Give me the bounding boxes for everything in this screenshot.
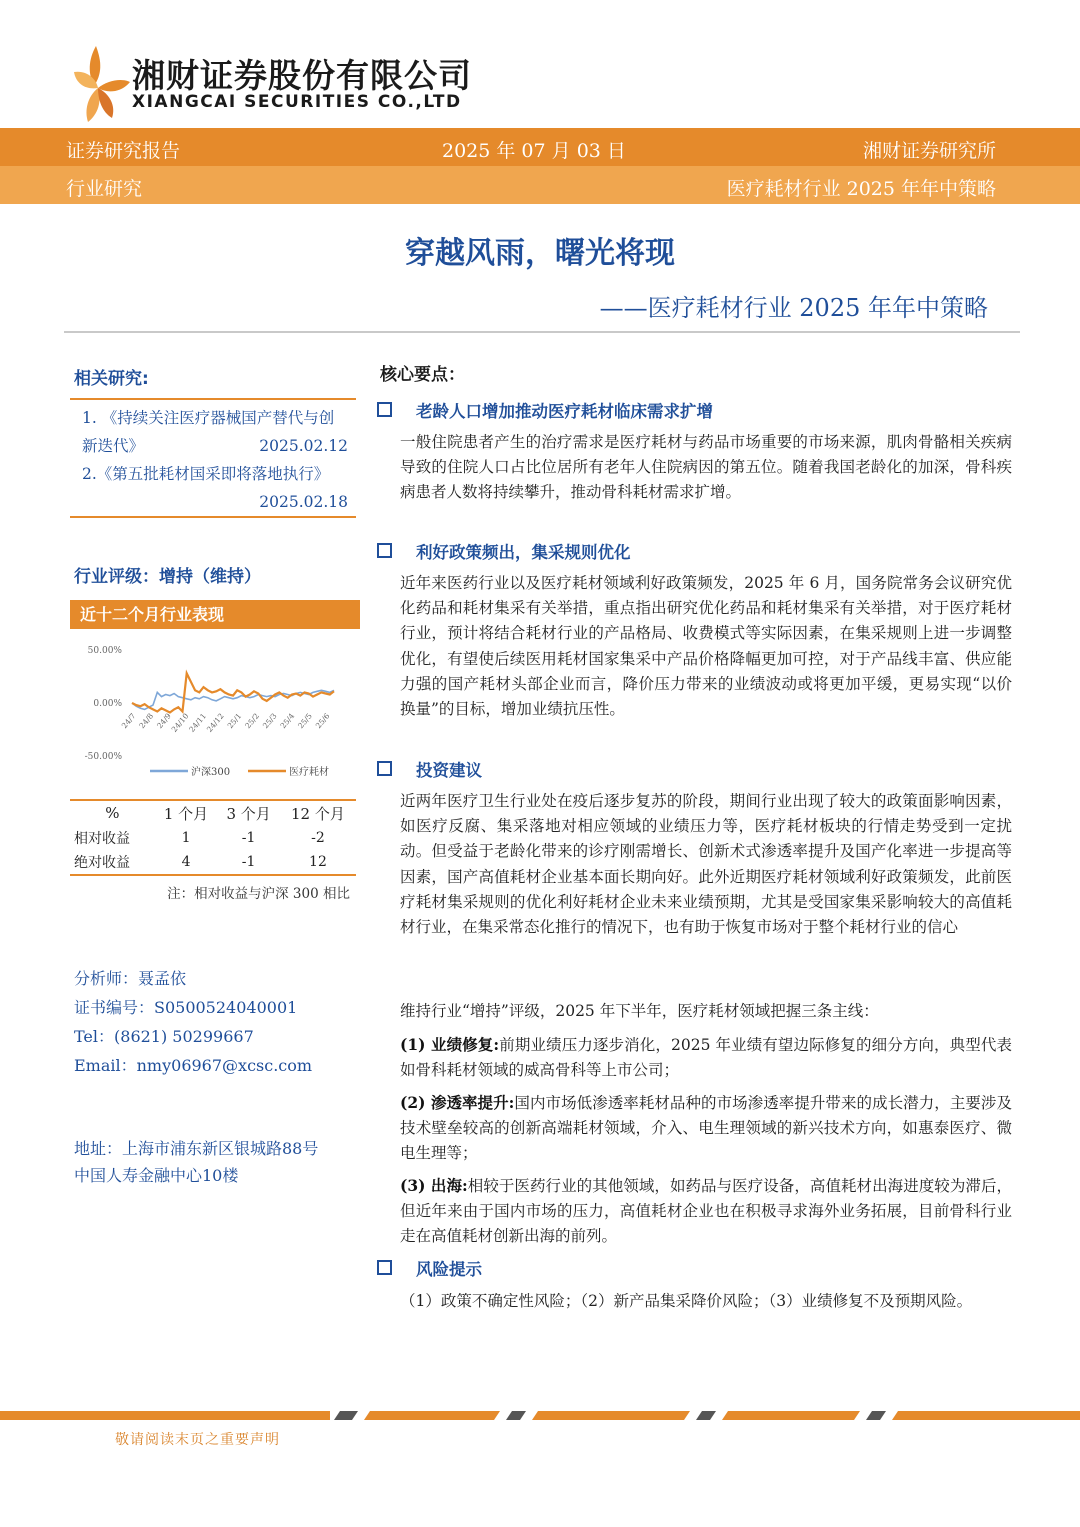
section-heading: 利好政策频出，集采规则优化 — [416, 543, 631, 562]
table-row — [70, 850, 356, 875]
table-note: 注：相对收益与沪深 300 相比 — [167, 886, 350, 902]
x-tick-label: 25/4 — [278, 711, 297, 731]
related-item-date: 2025.02.18 — [259, 493, 348, 511]
table-header-cell: 12 个月 — [291, 804, 345, 823]
section-heading: 投资建议 — [416, 761, 482, 780]
table-cell: -2 — [311, 829, 325, 846]
company-name-en: XIANGCAI SECURITIES CO.,LTD — [132, 92, 462, 112]
address-line-2: 中国人寿金融中心10楼 — [74, 1166, 239, 1185]
performance-table — [70, 799, 356, 876]
series-line-medical — [132, 673, 334, 712]
strategy-point-label: (1) 业绩修复: — [400, 1035, 500, 1054]
analyst-cert: 证书编号：S0500524040001 — [74, 998, 298, 1017]
related-item[interactable] — [82, 404, 348, 460]
section-paragraph: 近年来医药行业以及医疗耗材领域利好政策频发，2025 年 6 月，国务院常务会议研究优化药品和耗材集采有关举措，重点指出研究优化药品和耗材集采有关举措，对于医疗耗材行业，预计将结合耗材行业的产品格局、收费模式等实际因素，在集采规则上进一步调整优化，有望使后续医用耗材国家集采中产品价格降幅更加可控，对于产品线丰富、供应能力强的国产耗材头部企业而言，降价压力带来的业绩波动或将更加平缓，更易实现“以价换量”的目标，增加业绩抗压性。 — [400, 574, 1012, 719]
related-item-date: 2025.02.12 — [259, 437, 348, 455]
analyst-tel: Tel：(8621) 50299667 — [74, 1027, 254, 1046]
related-item-title: 1. 《持续关注医疗器械国产替代与创新迭代》 — [82, 409, 335, 455]
checkbox-bullet-icon — [377, 543, 392, 558]
report-category: 行业研究 — [66, 178, 143, 200]
x-tick-label: 24/12 — [204, 711, 226, 734]
related-item[interactable] — [82, 460, 348, 516]
strategy-point-label: (2) 渗透率提升: — [400, 1093, 515, 1112]
chart-title: 近十二个月行业表现 — [70, 600, 360, 629]
address-line-1: 地址：上海市浦东新区银城路88号 — [74, 1139, 319, 1158]
x-tick-label: 25/5 — [296, 711, 314, 731]
table-cell: -1 — [241, 854, 256, 870]
table-cell: 12 — [309, 854, 327, 870]
strategy-point-text: 前期业绩压力逐步消化，2025 年业绩有望边际修复的细分方向，典型代表如骨科耗材领域的威高骨科等上市公司； — [400, 1036, 1012, 1080]
y-tick-label: 50.00% — [87, 646, 122, 656]
table-cell: -1 — [241, 829, 256, 846]
strategy-point — [400, 1032, 1012, 1083]
x-tick-label: 24/9 — [155, 711, 173, 731]
table-cell: 4 — [181, 854, 191, 870]
strategy-point — [400, 1090, 1012, 1167]
analyst-email[interactable]: Email：nmy06967@xcsc.com — [74, 1056, 313, 1075]
footer-disclaimer: 敬请阅读末页之重要声明 — [115, 1432, 280, 1448]
page-title: 穿越风雨，曙光将现 — [405, 236, 675, 271]
section-paragraph: 一般住院患者产生的治疗需求是医疗耗材与药品市场重要的市场来源，肌肉骨骼相关疾病导致的住院人口占比位居所有老年人住院病因的第五位。随着我国老龄化的加深，骨科疾病患者人数将持续攀升，推动骨科耗材需求扩增。 — [400, 433, 1012, 502]
strategy-point-text: 相较于医药行业的其他领域，如药品与医疗设备，高值耗材出海进度较为滞后，但近年来由于国内市场的压力，高值耗材企业也在积极寻求海外业务拓展，目前骨科行业走在高值耗材创新出海的前列。 — [400, 1177, 1012, 1246]
page-subtitle: ——医疗耗材行业 2025 年年中策略 — [599, 294, 988, 322]
legend-label-hs300: 沪深300 — [191, 767, 231, 778]
checkbox-bullet-icon — [377, 761, 392, 776]
legend-label-medical: 医疗耗材 — [289, 767, 329, 778]
report-date: 2025 年 07 月 03 日 — [442, 140, 626, 162]
footer-stripe — [0, 1411, 1080, 1420]
table-cell: 绝对收益 — [74, 855, 130, 871]
checkbox-bullet-icon — [377, 402, 392, 417]
company-logo-icon — [72, 44, 132, 124]
x-tick-label: 25/2 — [243, 711, 261, 731]
table-header-cell: 3 个月 — [226, 804, 271, 823]
related-divider-top — [70, 398, 356, 400]
company-name-cn: 湘财证券股份有限公司 — [132, 56, 472, 95]
section-paragraph: 近两年医疗卫生行业处在疫后逐步复苏的阶段，期间行业出现了较大的政策面影响因素，如医疗反腐、集采落地对相应领域的业绩压力等，医疗耗材板块的行情走势受到一定扰动。但受益于老龄化带来的诊疗刚需增长、创新术式渗透率提升及国产化率进一步提高等因素，国产高值耗材企业基本面长期向好。此外近期医疗耗材领域利好政策频发，此前医疗耗材集采规则的优化利好耗材企业未来业绩预期，尤其是受国家集采影响较大的高值耗材行业，在集采常态化推行的情况下，也有助于恢复市场对于整个耗材行业的信心 — [400, 792, 1012, 937]
table-cell: 相对收益 — [74, 830, 130, 847]
industry-rating: 行业评级：增持（维持） — [74, 567, 261, 587]
table-cell: 1 — [181, 829, 191, 846]
analyst-name: 分析师：聂孟依 — [74, 969, 187, 988]
strategy-point-label: (3) 出海: — [400, 1176, 468, 1195]
related-item-title: 2.《第五批耗材国采即将落地执行》 — [82, 465, 330, 483]
institute-name: 湘财证券研究所 — [862, 140, 996, 162]
x-tick-label: 25/3 — [260, 711, 279, 731]
table-header-cell: 1 个月 — [163, 804, 209, 823]
performance-chart — [70, 632, 360, 792]
strategy-point-text: 国内市场低渗透率耗材品种的市场渗透率提升带来的成长潜力，主要涉及技术壁垒较高的创新高端耗材领域，介入、电生理领域的新兴技术方向，如惠泰医疗、微电生理等； — [400, 1094, 1012, 1163]
title-divider — [64, 331, 1020, 333]
x-tick-label: 24/8 — [137, 711, 156, 731]
report-name: 医疗耗材行业 2025 年年中策略 — [726, 178, 996, 200]
section-paragraph: 维持行业“增持”评级，2025 年下半年，医疗耗材领域把握三条主线： — [400, 1002, 879, 1020]
y-tick-label: -50.00% — [84, 752, 122, 762]
table-header-cell: % — [105, 804, 120, 822]
section-heading: 风险提示 — [416, 1260, 482, 1279]
x-tick-label: 25/1 — [225, 711, 244, 731]
checkbox-bullet-icon — [377, 1260, 392, 1275]
report-type: 证券研究报告 — [66, 140, 181, 162]
section-heading: 老龄人口增加推动医疗耗材临床需求扩增 — [416, 402, 713, 421]
section-paragraph: （1）政策不确定性风险；（2）新产品集采降价风险；（3）业绩修复不及预期风险。 — [400, 1292, 973, 1310]
x-tick-label: 24/10 — [169, 711, 191, 734]
related-research-heading: 相关研究: — [74, 369, 149, 389]
y-tick-label: 0.00% — [93, 699, 122, 709]
x-tick-label: 24/7 — [119, 711, 138, 731]
header-band-bottom — [0, 166, 1080, 204]
x-tick-label: 24/11 — [187, 711, 209, 734]
related-divider-bottom — [70, 516, 356, 518]
x-tick-label: 25/6 — [313, 711, 332, 731]
strategy-point — [400, 1173, 1012, 1250]
header-band-top — [0, 128, 1080, 166]
core-points-heading: 核心要点： — [380, 365, 465, 385]
table-row — [70, 825, 356, 850]
